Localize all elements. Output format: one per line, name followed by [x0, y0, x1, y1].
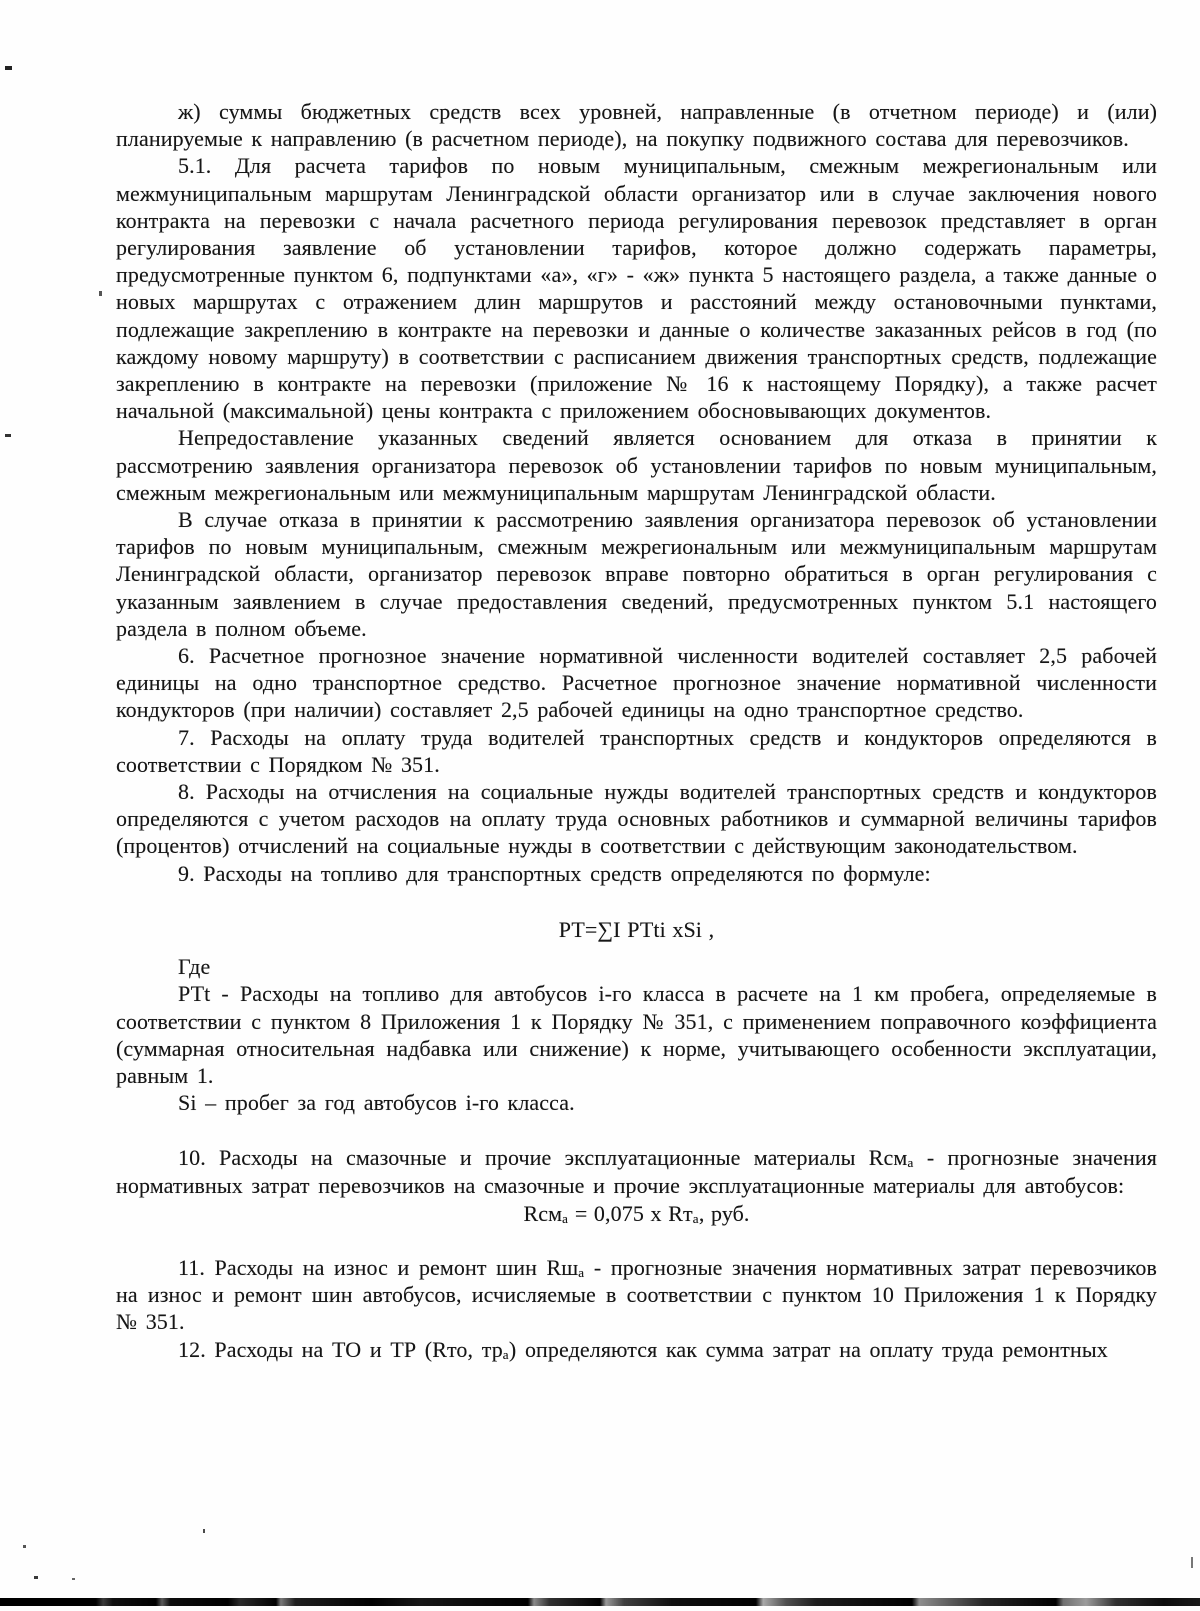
paragraph-6: 6. Расчетное прогнозное значение нормативной численности водителей составляет 2,5 рабочей единицы на одно транспортное средство. Расчетное прогнозное значение нормативной численности кондукторов (при наличии) составляет 2,5 рабочей единицы на одно транспортное средство. [116, 643, 1157, 723]
paragraph-si-definition: Si – пробег за год автобусов i-го класса. [178, 1090, 575, 1116]
paragraph-9: 9. Расходы на топливо для транспортных средств определяются по формуле: [178, 860, 931, 886]
scan-speck [5, 434, 11, 437]
formula-fuel-total: РТ=∑I РТti xSi , [558, 916, 715, 942]
scan-speck [203, 1529, 205, 1533]
paragraph-refusal-grounds: Непредоставление указанных сведений является основанием для отказа в принятии к рассмотрению заявления организатора перевозок об установлении тарифов по новым муниципальным, смежным межрегиональным или межмуниципальным маршрутам Ленинградской области. [116, 425, 1157, 505]
scanner-edge-bar [0, 1598, 1200, 1606]
scan-speck [72, 1578, 75, 1580]
formula-lubricants: Rсмₐ = 0,075 х Rтₐ, руб. [523, 1200, 750, 1226]
paragraph-12: 12. Расходы на ТО и ТР (Rто, трₐ) определяются как сумма затрат на оплату труда ремонтных [178, 1336, 1108, 1362]
paragraph-subitem-zh: ж) суммы бюджетных средств всех уровней, направленные (в отчетном периоде) и (или) планируемые к направлению (в расчетном периоде), на покупку подвижного состава для перевозчиков. [116, 99, 1157, 152]
paragraph-7: 7. Расходы на оплату труда водителей транспортных средств и кондукторов определяются в соответствии с Порядком № 351. [116, 724, 1157, 777]
paragraph-ptt-definition: РТt - Расходы на топливо для автобусов i-го класса в расчете на 1 км пробега, определяемые в соответствии с пунктом 8 Приложения 1 к Порядку № 351, с применением поправочного коэффициента (суммарная относительная надбавка или снижение) к норме, учитывающего особенности эксплуатации, равным 1. [116, 981, 1157, 1088]
label-where: Где [178, 954, 211, 980]
paragraph-11: 11. Расходы на износ и ремонт шин Rшₐ - прогнозные значения нормативных затрат перевозчиков на износ и ремонт шин автобусов, исчисляемые в соответствии с пунктом 10 Приложения 1 к Порядку № 351. [116, 1254, 1157, 1335]
paragraph-repeat-application: В случае отказа в принятии к рассмотрению заявления организатора перевозок об установлении тарифов по новым муниципальным, смежным межрегиональным или межмуниципальным маршрутам Ленинградской области, организатор перевозок вправе повторно обратиться в орган регулирования с указанным заявлением в случае предоставления сведений, предусмотренных пунктом 5.1 настоящего раздела в полном объеме. [116, 507, 1157, 641]
scan-speck [5, 66, 12, 70]
scan-speck [99, 291, 102, 296]
paragraph-5-1: 5.1. Для расчета тарифов по новым муниципальным, смежным межрегиональным или межмуниципальным маршрутам Ленинградской области организатор или в случае заключения нового контракта на перевозки с начала расчетного периода регулирования перевозок представляет в орган регулирования заявление об установлении тарифов, которое должно содержать параметры, предусмотренные пунктом 6, подпунктами «а», «г» - «ж» пункта 5 настоящего раздела, а также данные о новых маршрутах с отражением длин маршрутов и расстояний между остановочными пунктами, подлежащие закреплению в контракте на перевозки и данные о количестве заказанных рейсов в год (по каждому новому маршруту) в соответствии с расписанием движения транспортных средств, подлежащие закреплению в контракте на перевозки (приложение № 16 к настоящему Порядку), а также расчет начальной (максимальной) цены контракта с приложением обосновывающих документов. [116, 153, 1157, 424]
scan-speck [1191, 1557, 1193, 1568]
document-body [116, 98, 1157, 1363]
scan-speck [23, 1545, 26, 1548]
paragraph-10: 10. Расходы на смазочные и прочие эксплуатационные материалы Rсмₐ - прогнозные значения нормативных затрат перевозчиков на смазочные и прочие эксплуатационные материалы для автобусов: [116, 1145, 1157, 1198]
paragraph-8: 8. Расходы на отчисления на социальные нужды водителей транспортных средств и кондукторов определяются с учетом расходов на оплату труда основных работников и суммарной величины тарифов (процентов) отчислений на социальные нужды в соответствии с действующим законодательством. [116, 779, 1157, 859]
scan-speck [34, 1576, 38, 1579]
